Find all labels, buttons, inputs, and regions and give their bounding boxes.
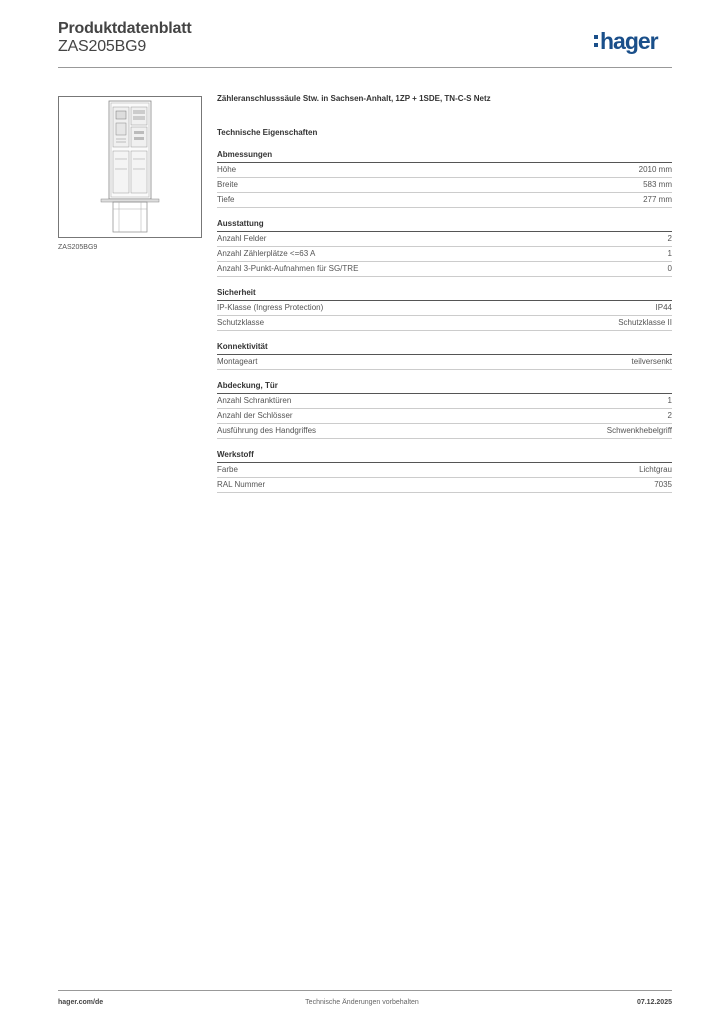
spec-value: IP44 bbox=[655, 303, 672, 312]
spec-value: 2 bbox=[667, 234, 672, 243]
section-title: Abmessungen bbox=[217, 150, 672, 163]
spec-row bbox=[217, 394, 672, 409]
section-werkstoff bbox=[217, 450, 672, 493]
spec-label: Höhe bbox=[217, 165, 237, 174]
footer-notice: Technische Änderungen vorbehalten bbox=[305, 999, 419, 1006]
spec-label: Ausführung des Handgriffes bbox=[217, 426, 317, 435]
footer-date: 07.12.2025 bbox=[636, 999, 672, 1006]
spec-value: teilversenkt bbox=[631, 357, 672, 366]
section-title: Werkstoff bbox=[217, 450, 672, 463]
spec-label: IP-Klasse (Ingress Protection) bbox=[217, 303, 324, 312]
spec-value: 277 mm bbox=[643, 195, 672, 204]
section-konnektivitaet bbox=[217, 342, 672, 370]
spec-label: Anzahl Felder bbox=[217, 234, 267, 243]
header-divider bbox=[58, 67, 672, 68]
spec-value: 0 bbox=[667, 264, 672, 273]
product-image bbox=[58, 96, 202, 238]
section-abmessungen bbox=[217, 150, 672, 208]
spec-row bbox=[217, 262, 672, 277]
spec-label: Schutzklasse bbox=[217, 318, 265, 327]
section-title: Abdeckung, Tür bbox=[217, 381, 672, 394]
spec-row bbox=[217, 478, 672, 493]
spec-label: Farbe bbox=[217, 465, 238, 474]
spec-label: Anzahl der Schlösser bbox=[217, 411, 293, 420]
spec-row bbox=[217, 355, 672, 370]
section-abdeckung-tuer bbox=[217, 381, 672, 439]
spec-row bbox=[217, 409, 672, 424]
meter-column-drawing-icon bbox=[59, 97, 201, 237]
spec-row bbox=[217, 232, 672, 247]
spec-value: Lichtgrau bbox=[639, 465, 672, 474]
spec-row bbox=[217, 301, 672, 316]
product-description: Zähleranschlusssäule Stw. in Sachsen-Anhalt, 1ZP + 1SDE, TN-C-S Netz bbox=[217, 94, 491, 103]
logo-dots-icon bbox=[594, 35, 598, 47]
spec-value: 7035 bbox=[654, 480, 672, 489]
product-image-caption: ZAS205BG9 bbox=[58, 244, 98, 251]
spec-label: Anzahl Schranktüren bbox=[217, 396, 292, 405]
page-title: Produktdatenblatt bbox=[58, 20, 192, 37]
spec-value: 583 mm bbox=[643, 180, 672, 189]
spec-label: Anzahl Zählerplätze <=63 A bbox=[217, 249, 316, 258]
spec-label: Breite bbox=[217, 180, 238, 189]
spec-value: 1 bbox=[667, 249, 672, 258]
spec-value: Schwenkhebelgriff bbox=[606, 426, 672, 435]
footer-website-link[interactable]: hager.com/de bbox=[58, 999, 104, 1006]
product-code: ZAS205BG9 bbox=[58, 38, 147, 55]
specs-content bbox=[217, 94, 672, 504]
spec-row bbox=[217, 178, 672, 193]
spec-row bbox=[217, 463, 672, 478]
spec-value: 2010 mm bbox=[638, 165, 672, 174]
hager-logo bbox=[594, 26, 678, 56]
spec-row bbox=[217, 193, 672, 208]
section-title: Ausstattung bbox=[217, 219, 672, 232]
section-title: Sicherheit bbox=[217, 288, 672, 301]
spec-row bbox=[217, 316, 672, 331]
spec-label: RAL Nummer bbox=[217, 480, 266, 489]
tech-properties-title: Technische Eigenschaften bbox=[217, 128, 318, 137]
section-title: Konnektivität bbox=[217, 342, 672, 355]
section-sicherheit bbox=[217, 288, 672, 331]
logo-text: hager bbox=[600, 27, 658, 54]
spec-row bbox=[217, 247, 672, 262]
spec-row bbox=[217, 163, 672, 178]
spec-row bbox=[217, 424, 672, 439]
spec-label: Montageart bbox=[217, 357, 258, 366]
spec-value: Schutzklasse II bbox=[618, 318, 672, 327]
spec-label: Anzahl 3-Punkt-Aufnahmen für SG/TRE bbox=[217, 264, 359, 273]
section-ausstattung bbox=[217, 219, 672, 277]
footer-divider bbox=[58, 990, 672, 991]
spec-value: 1 bbox=[667, 396, 672, 405]
spec-label: Tiefe bbox=[217, 195, 235, 204]
spec-value: 2 bbox=[667, 411, 672, 420]
